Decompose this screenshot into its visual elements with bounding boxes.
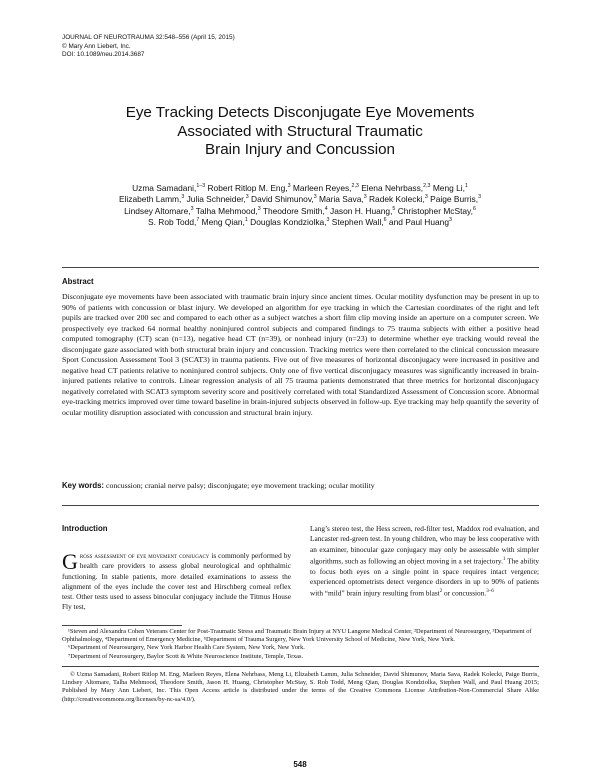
author-name: Christopher McStay, bbox=[395, 205, 473, 216]
citation: 1 bbox=[502, 556, 506, 562]
author-name: Stephen Wall, bbox=[329, 217, 384, 228]
intro-column-left bbox=[62, 551, 291, 613]
author-name: S. Rob Todd, bbox=[148, 217, 197, 228]
doi-line: DOI: 10.1089/neu.2014.3687 bbox=[62, 51, 145, 59]
author-affiliation: 3 bbox=[449, 217, 452, 224]
author-name: and Paul Huang bbox=[386, 217, 449, 228]
citation: 3–6 bbox=[486, 589, 494, 595]
author-affiliation: 6 bbox=[472, 206, 476, 213]
author-affiliation: 3 bbox=[313, 194, 317, 201]
author-name: Meng Qian, bbox=[199, 217, 245, 228]
author-affiliation: 2,3 bbox=[423, 183, 431, 190]
author-name: Radek Kolecki, bbox=[366, 194, 425, 205]
introduction-heading: Introduction bbox=[62, 524, 108, 533]
copyright-line: © Mary Ann Liebert, Inc. bbox=[62, 42, 131, 50]
keywords-label: Key words: bbox=[62, 481, 105, 490]
author-affiliation: 3 bbox=[245, 194, 249, 201]
title-line: Associated with Structural Traumatic bbox=[177, 122, 423, 140]
author-affiliation: 1 bbox=[244, 217, 248, 224]
intro-text: Lang’s stereo test, the Hess screen, red-filter test, Maddox rod evaluation, and Lancaster red-green test. In young children, who may be less cooperative with an examiner, binocular gaze conjugacy may only be assessable with simpler algorithms, such as following an object moving in a set trajectory. bbox=[310, 524, 539, 566]
author-list bbox=[70, 183, 530, 229]
journal-header bbox=[62, 34, 235, 60]
author-name: Talha Mehmood, bbox=[193, 205, 258, 216]
author-affiliation: 5 bbox=[392, 206, 396, 213]
author-name: Uzma Samadani, bbox=[132, 183, 197, 193]
author-affiliation: 3 bbox=[363, 194, 367, 201]
affiliation: ⁶Department of Neurosurgery, New York Harbor Health Care System, New York, New York. bbox=[68, 644, 305, 652]
title-line: Eye Tracking Detects Disconjugate Eye Movements bbox=[125, 104, 475, 121]
author-affiliation: 1 bbox=[464, 183, 468, 190]
citation: 2 bbox=[439, 589, 443, 595]
author-name: Maria Sava, bbox=[316, 194, 364, 205]
author-affiliation: 3 bbox=[287, 183, 291, 190]
divider bbox=[62, 505, 539, 506]
author-affiliation: 1–3 bbox=[196, 183, 206, 190]
divider bbox=[62, 267, 539, 268]
author-name: Lindsey Altomare, bbox=[124, 205, 191, 216]
author-affiliation: 7 bbox=[196, 217, 200, 224]
divider bbox=[62, 666, 539, 667]
author-name: Julia Schneider, bbox=[184, 194, 246, 205]
author-line bbox=[70, 206, 530, 217]
intro-text: or concussion. bbox=[442, 588, 487, 598]
intro-smallcaps: ross assessment of eye movement conjugacy bbox=[79, 551, 210, 560]
intro-text: is commonly performed by health care providers to assess global neurological and ophthalmic functioning. In stable patients, more detailed examinations to assess the alignment of the eyes include the cover test and Hirschberg corneal reflex test. Other tests used to assess binocular conjugacy include the Titmus House Fly test, bbox=[62, 551, 291, 612]
author-name: David Shimunov, bbox=[248, 194, 314, 205]
intro-column-right bbox=[310, 524, 539, 599]
affiliation: ⁷Department of Neurosurgery, Baylor Scott & White Neuroscience Institute, Temple, Texas. bbox=[68, 652, 304, 660]
author-name: Paige Burris, bbox=[427, 194, 479, 205]
author-name: Robert Ritlop M. Eng, bbox=[205, 183, 288, 193]
article-title bbox=[60, 104, 540, 160]
title-line: Brain Injury and Concussion bbox=[205, 141, 395, 158]
page-number: 548 bbox=[293, 760, 307, 769]
footnote-divider bbox=[62, 625, 182, 626]
author-line bbox=[70, 194, 530, 205]
author-affiliation: 2,3 bbox=[351, 183, 359, 190]
affiliations bbox=[62, 628, 539, 661]
author-name: Jason H. Huang, bbox=[327, 205, 393, 216]
author-affiliation: 3 bbox=[478, 194, 482, 201]
affiliation: ¹Steven and Alexandra Cohen Veterans Center for Post-Traumatic Stress and Traumatic Brain Injury at NYU Langone Medical Center, ²Department of Neurosurgery, ³Department of Ophthalmology, ⁴Department of Emergency Medicine, ⁵Department of Trauma Surgery, New York University School of Medicine, New York, New York. bbox=[62, 628, 532, 644]
author-name: Douglas Kondziolka, bbox=[247, 217, 327, 228]
license-text: © Uzma Samadani, Robert Ritlop M. Eng, Marleen Reyes, Elena Nehrbass, Meng Li, Elizabeth Lamm, Julia Schneider, David Shimunov, Maria Sava, Radek Kolecki, Paige Burris, Lindsey Altomare, Talha Mehmood, Theodore Smith, Jason H. Huang, Christopher McStay, S. Rob Todd, Meng Qian, Douglas Kondziolka, Stephen Wall, and Paul Huang 2015; Published by Mary Ann Liebert, Inc. This Open Access article is distributed under the terms of the Creative Commons License Attribution-Non-Commercial Share Alike (http://creativecommons.org/licenses/by-nc-sa/4.0/). bbox=[62, 671, 539, 703]
author-name: Elizabeth Lamm, bbox=[118, 194, 182, 205]
author-affiliation: 3 bbox=[326, 217, 330, 224]
author-affiliation: 3 bbox=[190, 206, 194, 213]
author-line bbox=[70, 183, 530, 194]
keywords bbox=[62, 481, 539, 490]
author-name: Elena Nehrbass, bbox=[358, 183, 424, 193]
journal-citation: JOURNAL OF NEUROTRAUMA 32:548–556 (April 15, 2015) bbox=[62, 34, 235, 41]
author-affiliation: 3 bbox=[181, 194, 185, 201]
drop-cap: G bbox=[62, 549, 78, 574]
abstract-heading: Abstract bbox=[62, 277, 94, 286]
abstract-text: Disconjugate eye movements have been associated with traumatic brain injury since ancient times. Ocular motility dysfunction may be present in up to 90% of patients with concussion or blast injury. We developed an algorithm for eye tracking in which the Cartesian coordinates of the right and left pupils are tracked over 200 sec and compared to each other as a subject watches a short film clip moving inside an aperture on a computer screen. We prospectively eye tracked 64 normal healthy noninjured control subjects and compared findings to 75 trauma subjects with either a positive head computed tomography (CT) scan (n=13), negative head CT (n=39), or nonhead injury (n=23) to determine whether eye tracking would reveal the disconjugate gaze associated with both structural brain injury and concussion. Tracking metrics were then correlated to the clinical concussion measure Sport Concussion Assessment Tool 3 (SCAT3) in trauma patients. Five out of five measures of horizontal disconjugacy were increased in positive and negative head CT patients relative to noninjured control subjects. Only one of five vertical disconjugacy measures was significantly increased in brain-injured patients relative to controls. Linear regression analysis of all 75 trauma patients demonstrated that three metrics for horizontal disconjugacy negatively correlated with SCAT3 symptom severity score and positively correlated with total Standardized Assessment of Concussion score. Abnormal eye-tracking metrics improved over time toward baseline in brain-injured subjects observed in follow-up. Eye tracking may help quantify the severity of ocular motility disruption associated with concussion and structural brain injury. bbox=[62, 292, 539, 417]
author-name: Theodore Smith, bbox=[260, 205, 325, 216]
intro-text: The ability to focus both eyes on a single point in space requires intact vergence; experienced optometrists detect vergence disorders in up to 90% of patients with “mild” brain injury resulting from blast bbox=[310, 556, 539, 598]
author-name: Meng Li, bbox=[430, 183, 465, 193]
author-line bbox=[70, 217, 530, 228]
author-name: Marleen Reyes, bbox=[290, 183, 352, 193]
author-affiliation: 4 bbox=[324, 206, 328, 213]
keywords-text: concussion; cranial nerve palsy; disconjugate; eye movement tracking; ocular motility bbox=[105, 481, 375, 490]
author-affiliation: 3 bbox=[424, 194, 428, 201]
author-affiliation: 6 bbox=[383, 217, 387, 224]
author-affiliation: 3 bbox=[257, 206, 261, 213]
